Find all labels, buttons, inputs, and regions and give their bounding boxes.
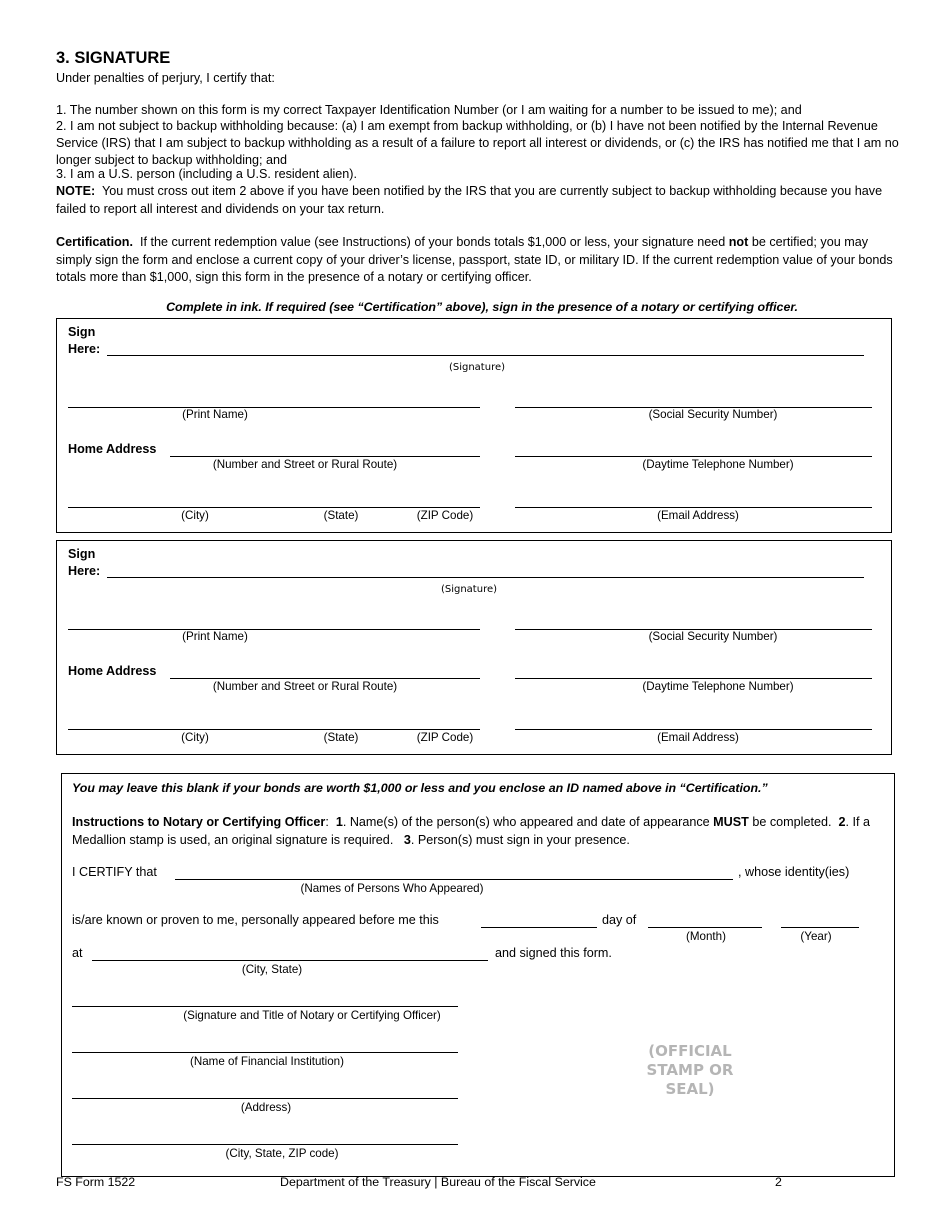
at-location-line[interactable] bbox=[92, 960, 488, 961]
email-caption: (Email Address) bbox=[657, 731, 739, 744]
ssn-caption: (Social Security Number) bbox=[648, 630, 778, 643]
street-caption: (Number and Street or Rural Route) bbox=[212, 680, 398, 693]
notary-signature-caption: (Signature and Title of Notary or Certifying Officer) bbox=[183, 1009, 441, 1022]
known-text: is/are known or proven to me, personally appeared before me this bbox=[72, 913, 439, 927]
section-heading: 3. SIGNATURE bbox=[56, 49, 171, 67]
note-text: You must cross out item 2 above if you have been notified by the IRS that you are currently subject to backup withholding because you have failed to report all interest and dividends on your tax return. bbox=[56, 184, 883, 216]
item-1: 1. The number shown on this form is my correct Taxpayer Identification Number (or I am waiting for a number to be issued to me); and bbox=[56, 103, 802, 117]
at-text: at bbox=[72, 946, 83, 960]
names-line[interactable] bbox=[175, 879, 733, 880]
email-line[interactable] bbox=[515, 507, 872, 508]
month-line[interactable] bbox=[648, 927, 762, 928]
certify-prefix: I CERTIFY that bbox=[72, 865, 157, 879]
footer-page-number: 2 bbox=[775, 1175, 782, 1189]
notary-instr-3-text: . Person(s) must sign in your presence. bbox=[410, 832, 630, 847]
city-state-caption: (City, State) bbox=[241, 963, 303, 976]
signature-caption: (Signature) bbox=[448, 362, 506, 373]
notary-instr-2-num: 2 bbox=[838, 815, 846, 829]
email-caption: (Email Address) bbox=[657, 509, 739, 522]
address-line[interactable] bbox=[72, 1098, 458, 1099]
street-line[interactable] bbox=[170, 678, 480, 679]
certification-bold-not: not bbox=[728, 235, 749, 249]
notary-instr-3-num: 3 bbox=[403, 832, 411, 847]
signer-block-2 bbox=[56, 540, 892, 755]
notary-blank-note: You may leave this blank if your bonds are worth $1,000 or less and you enclose an ID named above in “Certification.” bbox=[72, 781, 768, 795]
signature-line[interactable] bbox=[107, 577, 864, 578]
city-state-zip-notary-line[interactable] bbox=[72, 1144, 458, 1145]
print-name-line[interactable] bbox=[68, 407, 480, 408]
phone-caption: (Daytime Telephone Number) bbox=[642, 458, 794, 471]
here-label: Here: bbox=[68, 564, 101, 578]
day-of-text: day of bbox=[602, 913, 637, 927]
ink-instruction: Complete in ink. If required (see “Certification” above), sign in the presence of a notary or certifying officer. bbox=[166, 300, 798, 314]
sign-label: Sign bbox=[68, 547, 96, 561]
notary-instructions: Instructions to Notary or Certifying Officer: 1. Name(s) of the person(s) who appeared and date of appearance MUST be completed. 2. If a Medallion stamp is used, an original signature is required. 3. Person(s) must sign in your presence. bbox=[72, 815, 870, 847]
print-name-line[interactable] bbox=[68, 629, 480, 630]
notary-block bbox=[61, 773, 895, 1177]
notary-signature-line[interactable] bbox=[72, 1006, 458, 1007]
certification-text-1: If the current redemption value (see Instructions) of your bonds totals $1,000 or less, your signature need bbox=[139, 235, 726, 249]
year-caption: (Year) bbox=[800, 930, 832, 943]
certification-paragraph bbox=[56, 234, 904, 287]
state-caption: (State) bbox=[323, 509, 359, 522]
print-name-caption: (Print Name) bbox=[182, 408, 248, 421]
address-caption: (Address) bbox=[240, 1101, 292, 1114]
month-caption: (Month) bbox=[686, 930, 726, 943]
here-label: Here: bbox=[68, 342, 101, 356]
certification-text-2: be certified; you may simply sign the form and enclose a current copy of your driver’s license, passport, state ID, or military ID. If the current redemption value of your bonds totals more than $1,000, sign this form in the presence of a notary or certifying officer. bbox=[56, 235, 893, 284]
footer-department: Department of the Treasury | Bureau of the Fiscal Service bbox=[280, 1175, 596, 1189]
footer-form-number: FS Form 1522 bbox=[56, 1175, 136, 1189]
notary-instr-be: be completed. bbox=[752, 815, 832, 829]
signature-line[interactable] bbox=[107, 355, 864, 356]
certification-label: Certification. bbox=[56, 235, 133, 249]
signed-text: and signed this form. bbox=[495, 946, 612, 960]
note-label: NOTE: bbox=[56, 184, 96, 198]
city-caption: (City) bbox=[181, 509, 209, 522]
note-paragraph bbox=[56, 182, 886, 218]
phone-line[interactable] bbox=[515, 678, 872, 679]
notary-instr-must: MUST bbox=[713, 815, 749, 829]
phone-line[interactable] bbox=[515, 456, 872, 457]
email-line[interactable] bbox=[515, 729, 872, 730]
phone-caption: (Daytime Telephone Number) bbox=[642, 680, 794, 693]
ssn-caption: (Social Security Number) bbox=[648, 408, 778, 421]
signer-block-1 bbox=[56, 318, 892, 533]
year-line[interactable] bbox=[781, 927, 859, 928]
intro-text: Under penalties of perjury, I certify that: bbox=[56, 71, 275, 85]
zip-caption: (ZIP Code) bbox=[416, 731, 474, 744]
home-address-label: Home Address bbox=[68, 664, 157, 678]
street-caption: (Number and Street or Rural Route) bbox=[212, 458, 398, 471]
financial-institution-caption: (Name of Financial Institution) bbox=[189, 1055, 344, 1068]
notary-instr-1-text: . Name(s) of the person(s) who appeared and date of appearance bbox=[342, 815, 710, 829]
item-2: 2. I am not subject to backup withholding because: (a) I am exempt from backup withholding, or (b) I have not been notified by the Internal Revenue Service (IRS) that I am subject to backup withholding as a result of a failure to report all interest or dividends, or (c) the IRS has notified me that I am no longer subject to backup withholding; and bbox=[56, 119, 899, 167]
street-line[interactable] bbox=[170, 456, 480, 457]
zip-caption: (ZIP Code) bbox=[416, 509, 474, 522]
notary-instr-label: Instructions to Notary or Certifying Officer bbox=[72, 815, 326, 829]
print-name-caption: (Print Name) bbox=[182, 630, 248, 643]
names-caption: (Names of Persons Who Appeared) bbox=[300, 882, 484, 895]
financial-institution-line[interactable] bbox=[72, 1052, 458, 1053]
signature-caption: (Signature) bbox=[440, 584, 498, 595]
city-caption: (City) bbox=[181, 731, 209, 744]
home-address-label: Home Address bbox=[68, 442, 157, 456]
sign-label: Sign bbox=[68, 325, 96, 339]
official-stamp-placeholder: (OFFICIAL STAMP OR SEAL) bbox=[646, 1042, 734, 1098]
state-caption: (State) bbox=[323, 731, 359, 744]
city-state-zip-line[interactable] bbox=[68, 507, 480, 508]
certify-suffix: , whose identity(ies) bbox=[738, 865, 850, 879]
notary-instr-2-text: . If a Medallion stamp is used, an original signature is required. bbox=[72, 815, 870, 847]
notary-instr-1-num: 1 bbox=[335, 815, 343, 829]
city-state-zip-line[interactable] bbox=[68, 729, 480, 730]
item-3: 3. I am a U.S. person (including a U.S. resident alien). bbox=[56, 167, 357, 181]
day-line[interactable] bbox=[481, 927, 597, 928]
city-state-zip-caption: (City, State, ZIP code) bbox=[225, 1147, 339, 1160]
